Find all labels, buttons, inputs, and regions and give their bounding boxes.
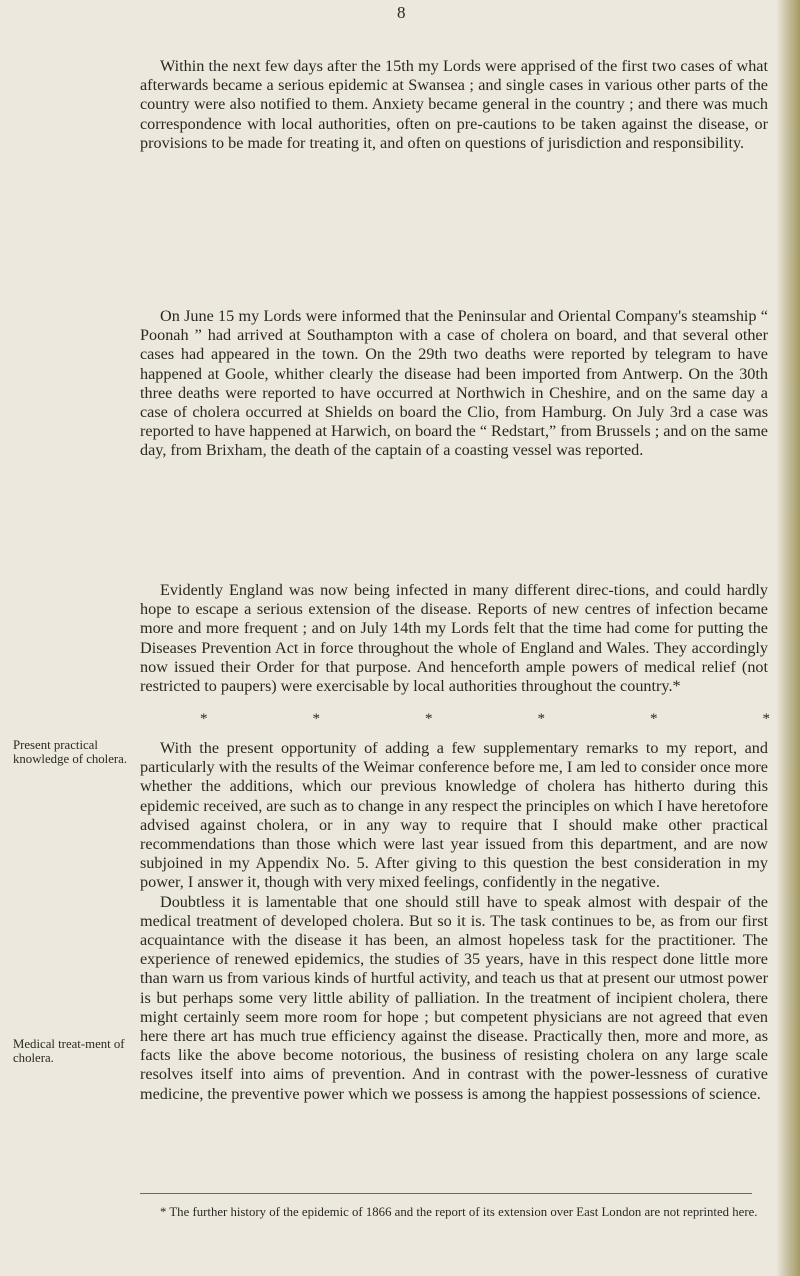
separator-star: * [537, 711, 545, 727]
paragraph-4-text: With the present opportunity of adding a few supplementary remarks to my report, and particularly with the results of the Weimar conference before me, I am led to consider once more whether the additions, which our previous knowledge of cholera has hitherto during this epidemic received, are such as to change in any respect the principles on which I have heretofore advised against cholera, or in any way to require that I should make other practical recommendations than those which were last year issued from this department, and are now subjoined in my Appendix No. 5. After giving to this question the best consideration in my power, I answer it, though with very mixed feelings, confidently in the negative. [140, 739, 768, 892]
paragraph-2-text: On June 15 my Lords were informed that the Peninsular and Oriental Company's steamship “ Poonah ” had arrived at Southampton with a case of cholera on board, and that several other cases had appeared in the town. On the 29th two deaths were reported by telegram to have happened at Goole, whither clearly the disease had been imported from Antwerp. On the 30th three deaths were reported to have occurred at Northwich in Cheshire, and on the same day a case of cholera occurred at Shields on board the Clio, from Hamburg. On July 3rd a case was reported to have happened at Harwich, on board the “ Redstart,” from Brussels ; and on the same day, from Brixham, the death of the captain of a coasting vessel was reported. [140, 307, 768, 460]
footnote: * The further history of the epidemic of 1866 and the report of its extension over East London are not reprinted here. [160, 1205, 758, 1219]
footnote-rule [140, 1193, 752, 1194]
separator-star: * [200, 711, 208, 727]
paragraph-1 [140, 57, 768, 153]
margin-note-medical-treatment: Medical treat-ment of cholera. [13, 1037, 125, 1065]
separator-star: * [425, 711, 433, 727]
separator-star: * [312, 711, 320, 727]
paragraphs-section-2 [140, 739, 768, 1104]
paragraph-3-text: Evidently England was now being infected in many different direc-tions, and could hardly hope to escape a serious extension of the disease. Reports of new centres of infection became more and more frequent ; and on July 14th my Lords felt that the time had come for putting the Diseases Prevention Act in force throughout the whole of England and Wales. They accordingly now issued their Order for that purpose. And henceforth ample powers of medical relief (not restricted to paupers) were exercisable by local authorities throughout the country.* [140, 581, 768, 696]
page-number: 8 [397, 3, 406, 22]
paragraph-3 [140, 581, 768, 696]
separator-star: * [762, 711, 770, 727]
section-separator [200, 711, 770, 728]
separator-star: * [650, 711, 658, 727]
paragraph-5-text: Doubtless it is lamentable that one should still have to speak almost with despair of the medical treatment of developed cholera. But so it is. The task continues to be, as from our first acquaintance with the disease it has been, an almost hopeless task for the practitioner. The experience of renewed epidemics, the studies of 35 years, have in this respect done little more than warn us from various kinds of hurtful activity, and teach us that at present our utmost power is but perhaps some very little ability of palliation. In the treatment of incipient cholera, there might certainly seem more room for hope ; but competent physicians are not agreed that even here there art has much true efficiency against the disease. Practically then, more and more, as facts like the above become notorious, the business of resisting cholera on any large scale resolves itself into aims of prevention. And in contrast with the power-lessness of curative medicine, the preventive power which we possess is among the happiest possessions of science. [140, 892, 768, 1103]
paragraph-1-text: Within the next few days after the 15th my Lords were apprised of the first two cases of what afterwards became a serious epidemic at Swansea ; and single cases in various other parts of the country were also notified to them. Anxiety became general in the country ; and there was much correspondence with local authorities, often on pre-cautions to be taken against the disease, or provisions to be made for treating it, and often on questions of jurisdiction and responsibility. [140, 57, 768, 152]
paragraph-2 [140, 307, 768, 461]
page-edge-shadow [776, 0, 800, 1276]
margin-note-practical-knowledge: Present practical knowledge of cholera. [13, 738, 128, 766]
